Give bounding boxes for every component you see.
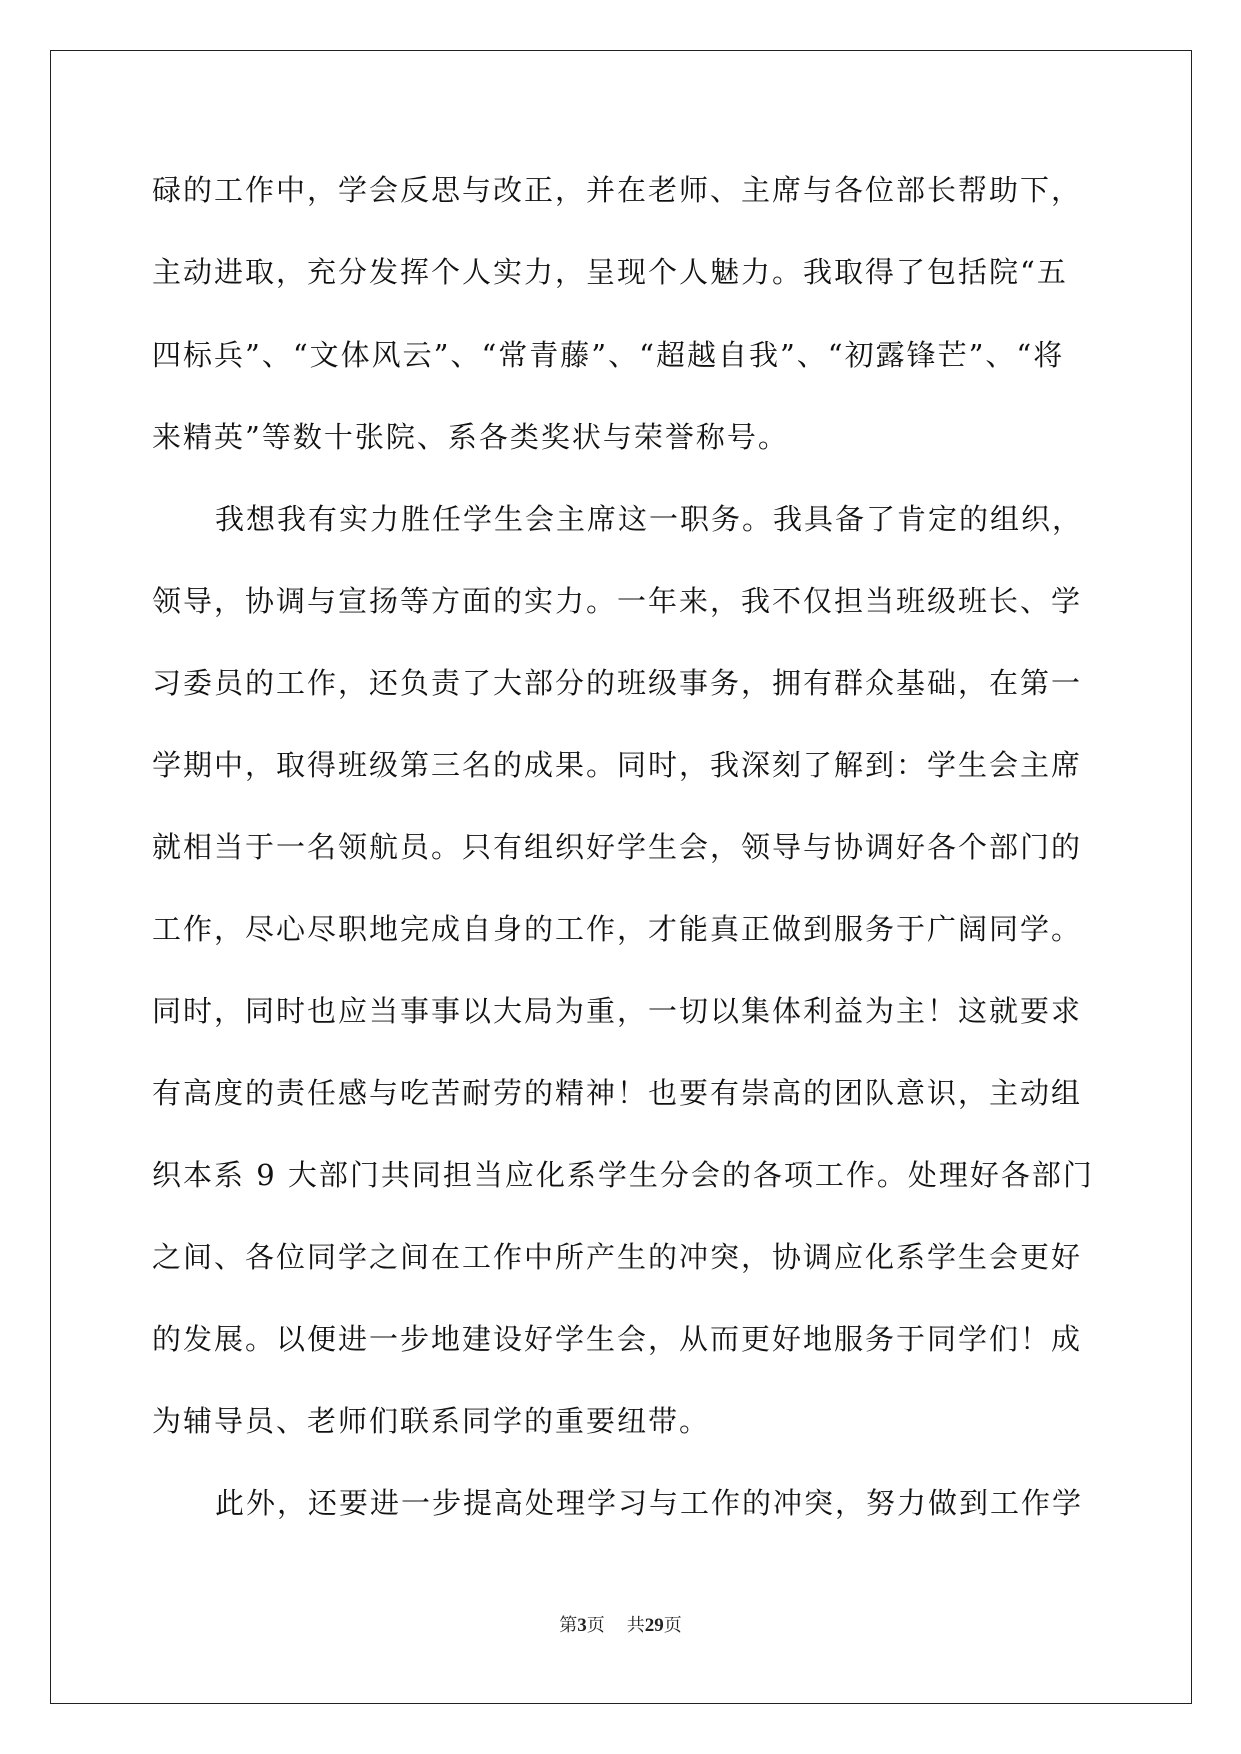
body-text-line: 就相当于一名领航员。只有组织好学生会，领导与协调好各个部门的 bbox=[152, 830, 1083, 864]
total-pages: 29 bbox=[644, 1615, 664, 1636]
body-text-line: 同时，同时也应当事事以大局为重，一切以集体利益为主！这就要求 bbox=[152, 994, 1083, 1028]
body-text-line: 织本系 9 大部门共同担当应化系学生分会的各项工作。处理好各部门 bbox=[152, 1158, 1094, 1192]
body-text-line: 工作，尽心尽职地完成自身的工作，才能真正做到服务于广阔同学。 bbox=[152, 912, 1083, 946]
body-text-line: 来精英”等数十张院、系各类奖状与荣誉称号。 bbox=[152, 420, 789, 454]
body-text-line: 碌的工作中，学会反思与改正，并在老师、主席与各位部长帮助下， bbox=[152, 173, 1083, 207]
paragraph-start-line: 此外，还要进一步提高处理学习与工作的冲突，努力做到工作学 bbox=[215, 1486, 1084, 1520]
body-text-line: 有高度的责任感与吃苦耐劳的精神！也要有崇高的团队意识，主动组 bbox=[152, 1076, 1083, 1110]
body-text-line: 之间、各位同学之间在工作中所产生的冲突，协调应化系学生会更好 bbox=[152, 1240, 1083, 1274]
body-text-line: 学期中，取得班级第三名的成果。同时，我深刻了解到：学生会主席 bbox=[152, 748, 1083, 782]
page-suffix: 页 bbox=[586, 1615, 605, 1636]
page-number: 3 bbox=[577, 1615, 587, 1636]
body-text-line: 习委员的工作，还负责了大部分的班级事务，拥有群众基础，在第一 bbox=[152, 666, 1083, 700]
body-text-line: 四标兵”、“文体风云”、“常青藤”、“超越自我”、“初露锋芒”、“将 bbox=[152, 338, 1065, 372]
page-footer bbox=[0, 1614, 1241, 1638]
body-text-line: 领导，协调与宣扬等方面的实力。一年来，我不仅担当班级班长、学 bbox=[152, 584, 1083, 618]
page-border bbox=[50, 50, 1192, 1704]
body-text-line: 的发展。以便进一步地建设好学生会，从而更好地服务于同学们！成 bbox=[152, 1322, 1083, 1356]
body-text-line: 主动进取，充分发挥个人实力，呈现个人魅力。我取得了包括院“五 bbox=[152, 255, 1068, 289]
total-prefix: 共 bbox=[626, 1615, 645, 1636]
body-text-line: 为辅导员、老师们联系同学的重要纽带。 bbox=[152, 1404, 711, 1438]
paragraph-start-line: 我想我有实力胜任学生会主席这一职务。我具备了肯定的组织， bbox=[215, 502, 1084, 536]
page-prefix: 第 bbox=[559, 1615, 578, 1636]
total-suffix: 页 bbox=[663, 1615, 682, 1636]
